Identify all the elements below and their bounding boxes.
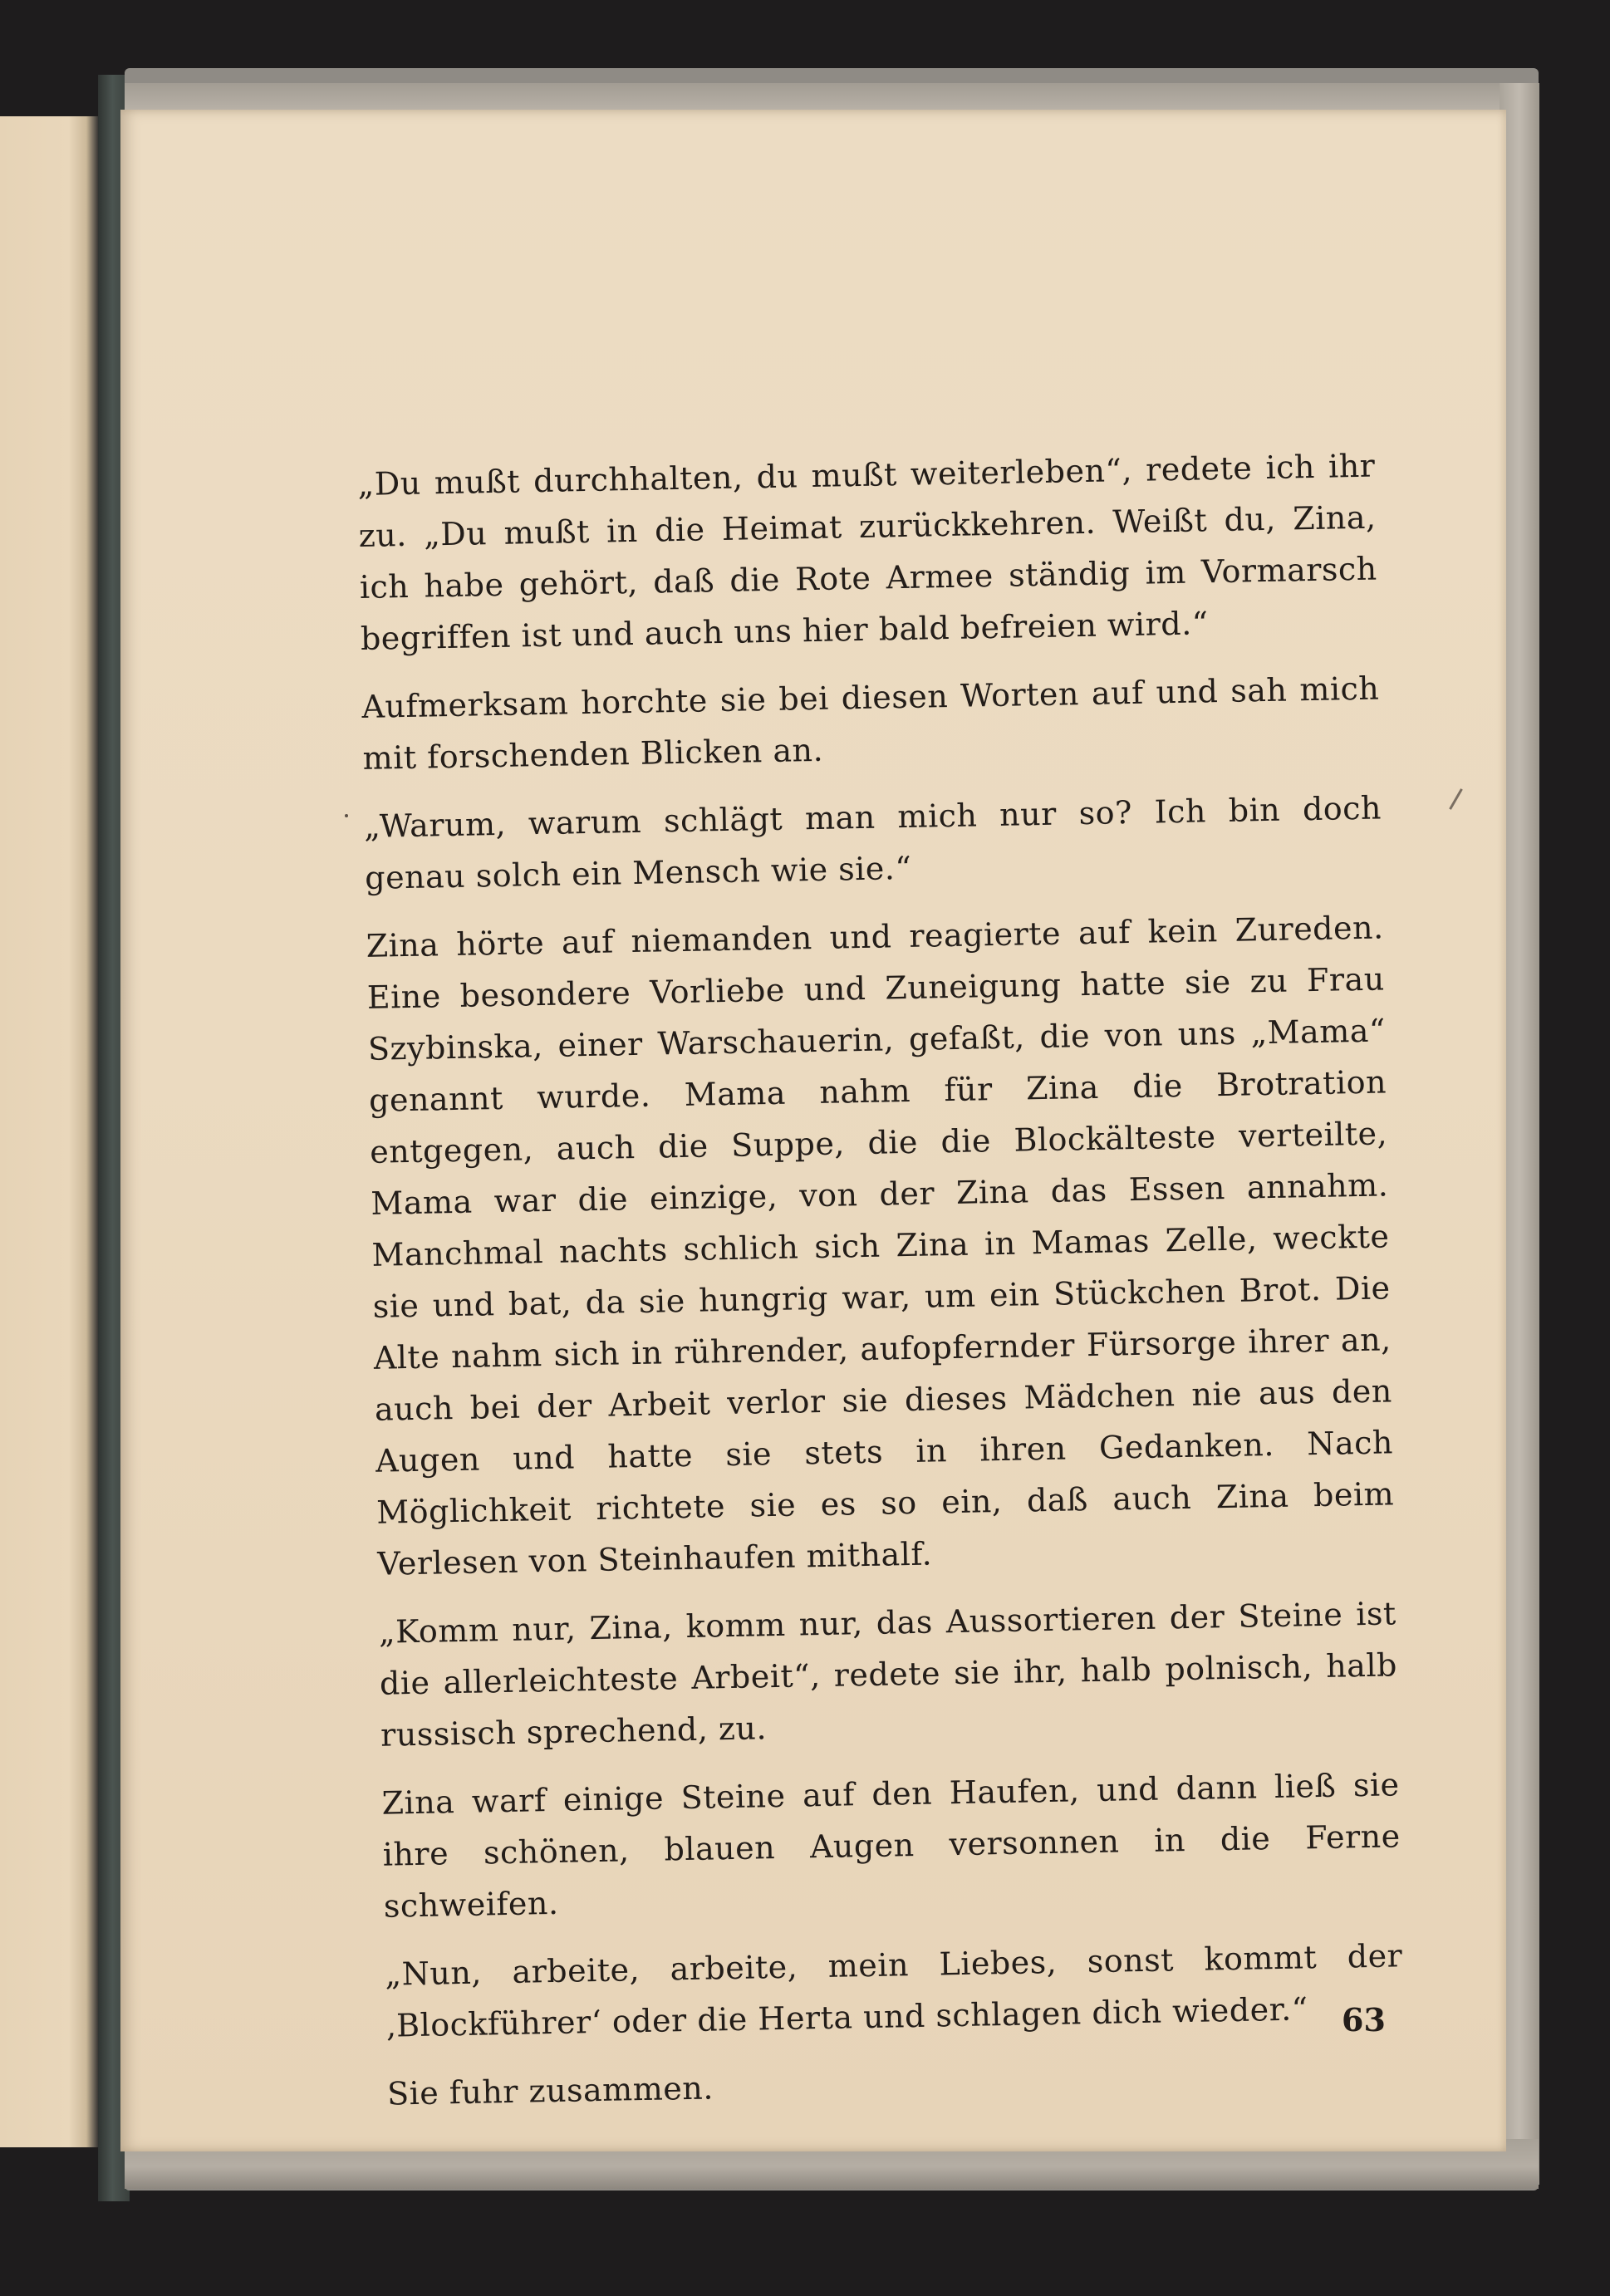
paper-speck — [345, 814, 348, 817]
book-page — [120, 110, 1506, 2151]
paragraph-2: Aufmerksam horchte sie bei diesen Worten auf und sah mich mit forschenden Blicken an. — [361, 670, 1380, 777]
paragraph-3: „Warum, warum schlägt man mich nur so? Ich bin doch genau solch ein Mensch wie sie.“ — [363, 789, 1382, 896]
paragraph-1: „Du mußt durchhalten, du mußt weiterleben“, redete ich ihr zu. „Du mußt in die Heimat zurückkehren. Weißt du, Zina, ich habe gehört, daß die Rote Armee ständig im Vormarsch begriffen ist und auch uns hier bald befreien wird.“ — [357, 447, 1378, 657]
page-number: 63 — [1342, 2001, 1386, 2038]
paragraph-4: Zina hörte auf niemanden und reagierte auf kein Zureden. Eine besondere Vorliebe und Zuneigung hatte sie zu Frau Szybinska, einer Warschauerin, gefaßt, die von uns „Mama“ genannt wurde. Mama nahm für Zina die Brotration entgegen, auch die Suppe, die die Blockälteste verteilte, Mama war die einzige, von der Zina das Essen annahm. Manchmal nachts schlich sich Zina in Mamas Zelle, weckte sie und bat, da sie hungrig war, um ein Stückchen Brot. Die Alte nahm sich in rührender, aufopfernder Fürsorge ihrer an, auch bei der Arbeit verlor sie dieses Mädchen nie aus den Augen und hatte sie stets in ihren Gedanken. Nach Möglichkeit richtete sie es so ein, daß auch Zina beim Verlesen von Steinhaufen mithalf. — [366, 909, 1395, 1582]
paragraph-8: Sie fuhr zusammen. — [386, 2069, 714, 2112]
paragraph-7: „Nun, arbeite, arbeite, mein Liebes, sonst kommt der ‚Blockführer‘ oder die Herta und schlagen dich wieder.“ — [385, 1937, 1403, 2044]
paragraph-6: Zina warf einige Steine auf den Haufen, und dann ließ sie ihre schönen, blauen Augen versonnen in die Ferne schweifen. — [381, 1766, 1401, 1925]
body-text — [357, 440, 1406, 2137]
pencil-mark — [1449, 788, 1463, 810]
previous-page-edge — [0, 116, 98, 2147]
paragraph-5: „Komm nur, Zina, komm nur, das Aussortieren der Steine ist die allerleichteste Arbeit“, redete sie ihr, halb polnisch, halb russisch sprechend, zu. — [378, 1595, 1398, 1754]
